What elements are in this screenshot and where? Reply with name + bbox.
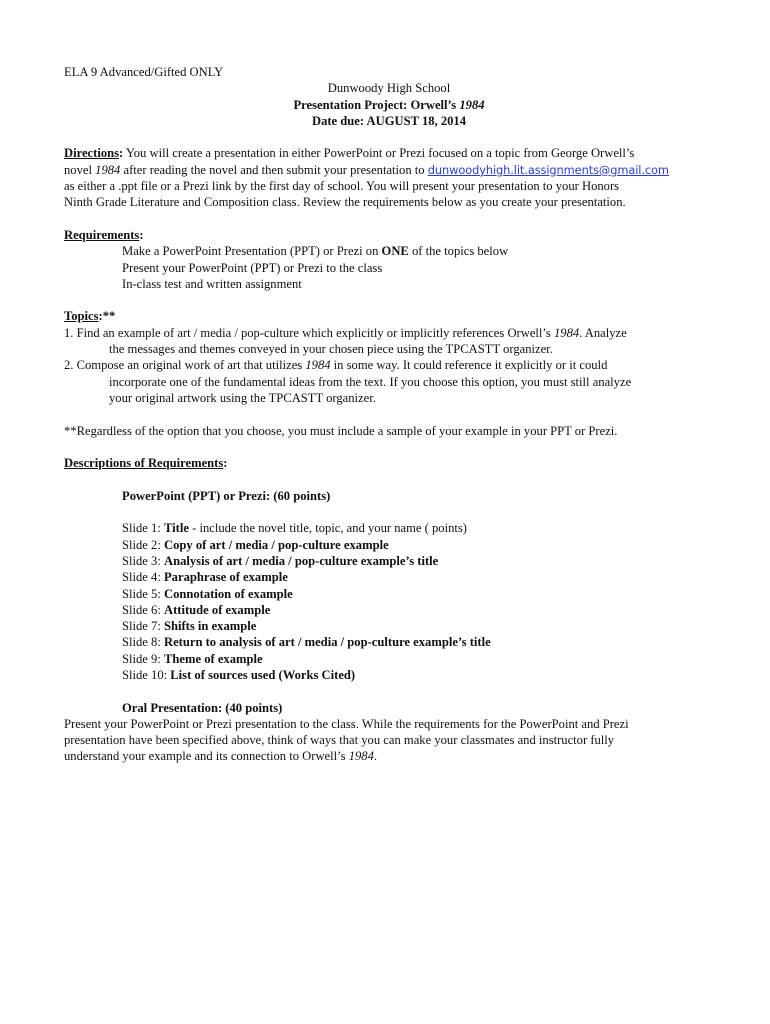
slide-item: Slide 5: Connotation of example (122, 586, 293, 601)
submission-email-link[interactable]: dunwoodyhigh.lit.assignments@gmail.com (427, 162, 669, 177)
directions-line-2: novel 1984 after reading the novel and then submit your presentation to dunwoodyhigh.lit.assignments@gmail.com (64, 162, 669, 177)
slide-item: Slide 8: Return to analysis of art / media / pop-culture example’s title (122, 635, 491, 650)
requirements-heading: Requirements (64, 227, 140, 242)
slide-item: Slide 10: List of sources used (Works Cited) (122, 667, 356, 682)
directions-line-4: Ninth Grade Literature and Composition class. Review the requirements below as you create your presentation. (64, 195, 626, 210)
topic-2-continued: incorporate one of the fundamental ideas from the text. If you choose this option, you must still analyze (109, 374, 632, 389)
document-page (64, 64, 714, 765)
topic-2: 2. Compose an original work of art that utilizes 1984 in some way. It could reference it explicitly or it could (64, 358, 608, 373)
topic-1: 1. Find an example of art / media / pop-culture which explicitly or implicitly references Orwell’s 1984. Analyze (64, 325, 627, 340)
requirements-heading-line: Requirements: (64, 227, 144, 242)
slide-item: Slide 7: Shifts in example (122, 619, 257, 634)
due-date: Date due: AUGUST 18, 2014 (311, 113, 467, 128)
topics-note: **Regardless of the option that you choose, you must include a sample of your example in your PPT or Prezi. (64, 423, 618, 438)
ppt-heading: PowerPoint (PPT) or Prezi: (60 points) (122, 488, 331, 503)
requirement-item: Present your PowerPoint (PPT) or Prezi to the class (122, 260, 383, 275)
oral-line-1: Present your PowerPoint or Prezi presentation to the class. While the requirements for the PowerPoint and Prezi (64, 716, 629, 731)
descriptions-heading-line: Descriptions of Requirements: (64, 456, 228, 471)
slide-item: Slide 1: Title - include the novel title, topic, and your name ( points) (122, 521, 467, 536)
project-title-novel: 1984 (459, 97, 485, 112)
directions-heading: Directions (64, 146, 120, 161)
requirement-item: Make a PowerPoint Presentation (PPT) or Prezi on ONE of the topics below (122, 244, 509, 259)
directions-line-3: as either a .ppt file or a Prezi link by the first day of school. You will present your presentation to your Honors (64, 179, 620, 194)
course-label: ELA 9 Advanced/Gifted ONLY (64, 65, 224, 79)
slide-item: Slide 2: Copy of art / media / pop-culture example (122, 537, 389, 552)
slide-list (64, 520, 714, 683)
school-name: Dunwoody High School (327, 81, 451, 96)
topic-1-continued: the messages and themes conveyed in your chosen piece using the TPCASTT organizer. (109, 342, 553, 357)
project-title-prefix: Presentation Project: Orwell’s (293, 97, 460, 112)
oral-line-3: understand your example and its connection to Orwell’s 1984. (64, 749, 378, 764)
oral-line-2: presentation have been specified above, think of ways that you can make your classmates and instructor fully (64, 733, 615, 748)
requirement-item: In-class test and written assignment (122, 276, 302, 291)
descriptions-heading: Descriptions of Requirements (64, 456, 224, 471)
slide-item: Slide 3: Analysis of art / media / pop-culture example’s title (122, 553, 439, 568)
directions-line-1: Directions: You will create a presentation in either PowerPoint or Prezi focused on a topic from George Orwell’s (64, 146, 635, 161)
project-title (64, 97, 714, 113)
topic-2-continued: your original artwork using the TPCASTT organizer. (109, 390, 376, 405)
topics-heading-line: Topics:** (64, 309, 116, 324)
slide-item: Slide 9: Theme of example (122, 651, 263, 666)
topics-heading: Topics (64, 309, 99, 324)
slide-item: Slide 4: Paraphrase of example (122, 570, 288, 585)
oral-heading: Oral Presentation: (40 points) (122, 700, 283, 715)
slide-item: Slide 6: Attitude of example (122, 602, 271, 617)
